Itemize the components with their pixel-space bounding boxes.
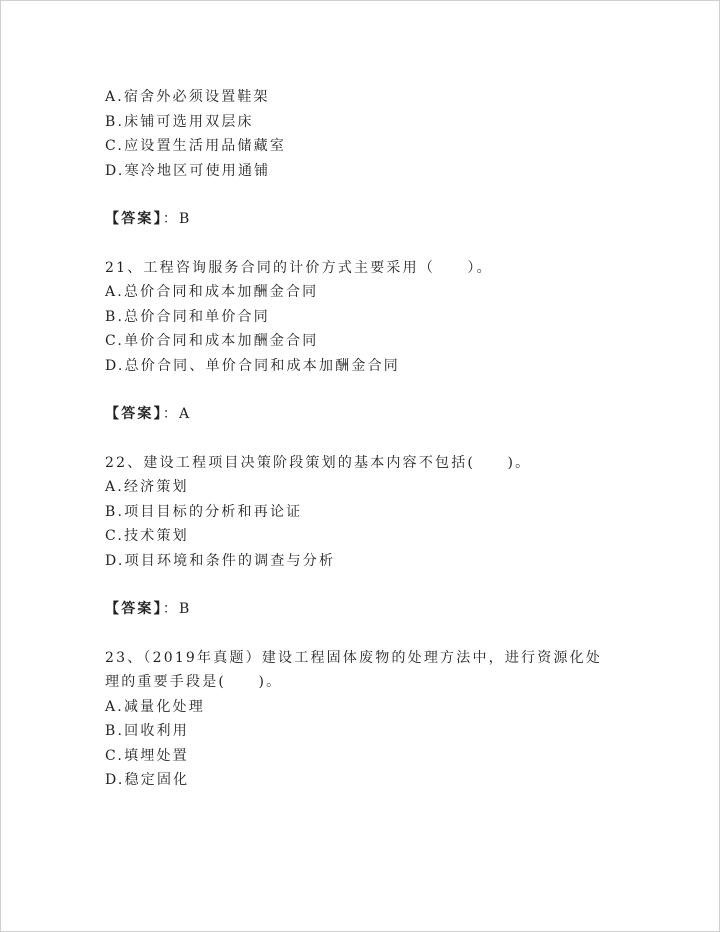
q22-answer-sep: ： — [162, 601, 180, 617]
q20-option-a: A.宿舍外必须设置鞋架 — [105, 89, 270, 105]
q20-option-c: C.应设置生活用品储藏室 — [105, 138, 287, 154]
question-content — [105, 85, 625, 793]
q20-option-b: B.床铺可选用双层床 — [105, 113, 254, 130]
q22-answer — [105, 597, 625, 622]
q22-answer-label: 【答案】 — [105, 601, 163, 617]
q21-answer-value: A — [179, 406, 192, 422]
q22-option-d: D.项目环境和条件的调查与分析 — [105, 552, 336, 569]
q21-answer — [105, 402, 625, 427]
question-22-block — [105, 451, 625, 622]
q21-option-a: A.总价合同和成本加酬金合同 — [105, 284, 319, 300]
q23-option-a: A.减量化处理 — [105, 698, 205, 715]
q20-option-d: D.寒冷地区可使用通铺 — [105, 162, 271, 179]
q23-option-d: D.稳定固化 — [105, 772, 190, 788]
q21-answer-label: 【答案】 — [105, 406, 163, 422]
q20-answer-sep: ： — [162, 211, 180, 227]
q20-answer-value: B — [179, 211, 192, 227]
q22-option-a: A.经济策划 — [105, 479, 189, 495]
q21-option-b: B.总价合同和单价合同 — [105, 308, 270, 325]
q21-option-d: D.总价合同、单价合同和成本加酬金合同 — [105, 357, 400, 374]
q20-answer-label: 【答案】 — [105, 211, 163, 227]
q23-stem-line-1: 23、（2019年真题）建设工程固体废物的处理方法中，进行资源化处 — [105, 649, 603, 666]
question-23-block — [105, 646, 625, 793]
q21-option-c: C.单价合同和成本加酬金合同 — [105, 333, 319, 349]
q23-stem-line-2: 理的重要手段是( )。 — [105, 674, 283, 690]
q21-answer-sep: ： — [162, 406, 180, 422]
q20-answer — [105, 207, 625, 232]
q22-option-b: B.项目目标的分析和再论证 — [105, 503, 303, 520]
q22-option-c: C.技术策划 — [105, 528, 189, 544]
q23-option-c: C.填埋处置 — [105, 747, 189, 764]
q21-stem: 21、工程咨询服务合同的计价方式主要采用（ ）。 — [105, 259, 493, 276]
question-20-block — [105, 85, 625, 232]
q22-stem: 22、建设工程项目决策阶段策划的基本内容不包括( )。 — [105, 454, 532, 471]
question-21-block — [105, 256, 625, 427]
q23-option-b: B.回收利用 — [105, 723, 189, 739]
q22-answer-value: B — [179, 601, 192, 617]
